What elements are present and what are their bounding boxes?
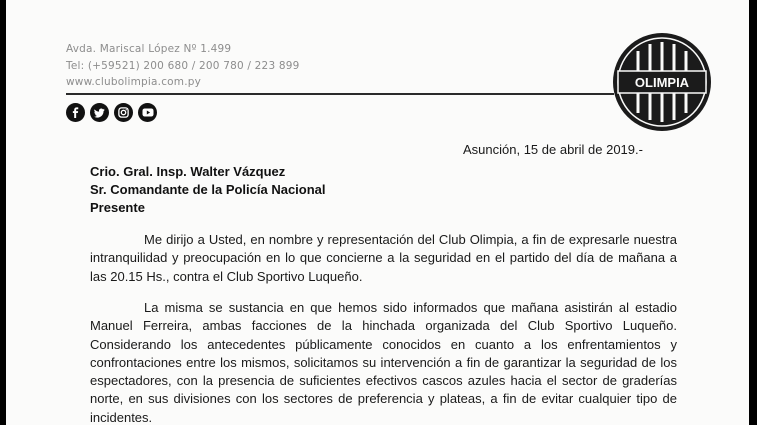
youtube-icon[interactable] — [138, 103, 157, 122]
logo-wordmark: OLIMPIA — [634, 75, 690, 90]
website-line[interactable]: www.clubolimpia.com.py — [66, 76, 202, 88]
body-paragraph-1: Me dirijo a Usted, en nombre y representación del Club Olimpia, a fin de expresarle nuestra intranquilidad y preocupación en lo que concierne a la seguridad en el partido del día de mañana a las 20.15 Hs., contra el Club Sportivo Luqueño. — [90, 232, 677, 284]
letterhead-divider — [66, 93, 614, 95]
address-line: Avda. Mariscal López Nº 1.499 — [66, 43, 232, 55]
recipient-salutation: Presente — [90, 200, 145, 215]
phone-line: Tel: (+59521) 200 680 / 200 780 / 223 899 — [66, 59, 300, 72]
recipient-name: Crio. Gral. Insp. Walter Vázquez — [90, 164, 286, 179]
instagram-icon[interactable] — [114, 103, 133, 122]
letter-page — [6, 0, 749, 425]
facebook-icon[interactable] — [66, 103, 85, 122]
letterhead-contact — [66, 41, 300, 91]
recipient-title: Sr. Comandante de la Policía Nacional — [90, 182, 326, 197]
club-olimpia-logo — [612, 32, 712, 132]
recipient-block — [90, 163, 326, 217]
body-paragraph-2: La misma se sustancia en que hemos sido informados que mañana asistirán al estadio Manuel Ferreira, ambas facciones de la hinchada organizada del Club Sportivo Luqueño. Considerando los antecedentes públicamente conocidos en cuanto a los enfrentamientos y confrontaciones entre los mismos, solicitamos su intervención a fin de garantizar la seguridad de los espectadores, con la presencia de suficientes efectivos cascos azules hacia el sector de graderías norte, en sus divisiones con los sectores de preferencia y plateas, a fin de evitar cualquier tipo de incidentes. — [90, 300, 677, 425]
twitter-icon[interactable] — [90, 103, 109, 122]
letter-date: Asunción, 15 de abril de 2019.- — [463, 142, 643, 157]
social-icons — [66, 103, 157, 122]
